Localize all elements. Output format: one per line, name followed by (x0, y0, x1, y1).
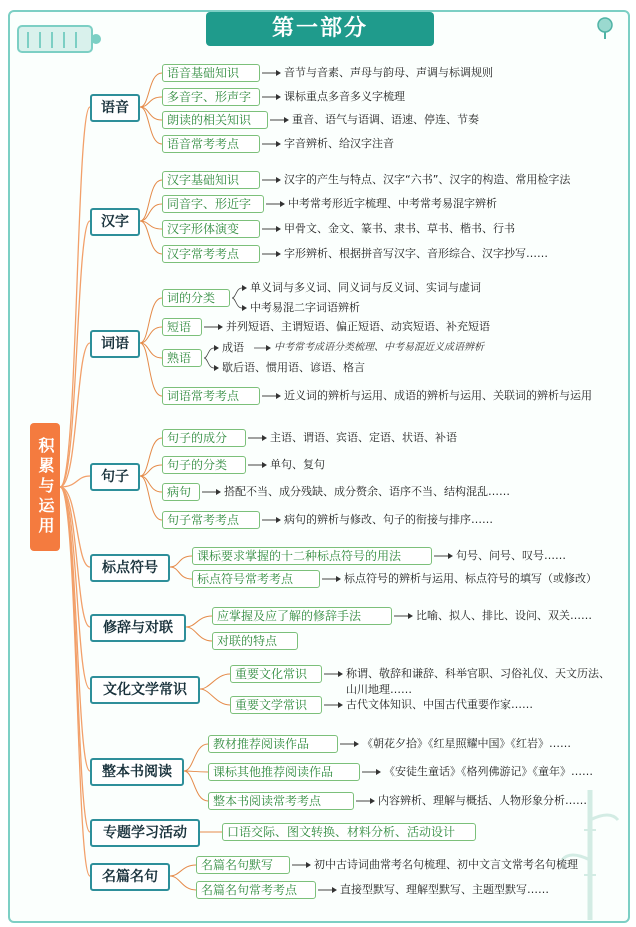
detail-text: 搭配不当、成分残缺、成分赘余、语序不当、结构混乱…… (224, 485, 510, 498)
detail-text: 主语、谓语、宾语、定语、状语、补语 (270, 431, 457, 444)
subtopic-tag: 汉字常考考点 (162, 245, 260, 263)
detail-text: 单义词与多义词、同义词与反义词、实词与虚词 (250, 281, 481, 294)
detail-text: 字音辨析、给汉字注音 (284, 137, 394, 150)
detail-text: 称谓、敬辞和谦辞、科举官职、习俗礼仪、天文历法、 (346, 667, 610, 680)
detail-text: 课标重点多音多义字梳理 (284, 90, 405, 103)
subtopic-tag: 熟语 (162, 349, 202, 367)
detail-text: 甲骨文、金文、篆书、隶书、草书、楷书、行书 (284, 222, 515, 235)
detail-text: 音节与音素、声母与韵母、声调与标调规则 (284, 66, 493, 79)
category-node: 专题学习活动 (90, 819, 200, 847)
subtopic-tag: 课标其他推荐阅读作品 (208, 763, 360, 781)
detail-text: 《安徒生童话》《格列佛游记》《童年》…… (384, 765, 593, 778)
category-node: 汉字 (90, 208, 140, 236)
subtopic-tag: 课标要求掌握的十二种标点符号的用法 (192, 547, 432, 565)
subtopic-tag: 病句 (162, 483, 200, 501)
subtopic-tag: 整本书阅读常考考点 (208, 792, 354, 810)
subtopic-tag: 应掌握及应了解的修辞手法 (212, 607, 392, 625)
subtopic-tag: 句子常考考点 (162, 511, 260, 529)
subtopic-tag: 口语交际、图文转换、材料分析、活动设计 (222, 823, 476, 841)
detail-text: 中考常考形近字梳理、中考常考易混字辨析 (288, 197, 497, 210)
subtopic-tag: 句子的分类 (162, 456, 246, 474)
detail-text: 单句、复句 (270, 458, 325, 471)
page-title: 第一部分 (206, 12, 434, 46)
note-text: 中考常考成语分类梳理、中考易混近义成语辨析 (274, 342, 484, 353)
subtopic-tag: 名篇名句常考考点 (196, 881, 316, 899)
detail-text: 《朝花夕拾》《红星照耀中国》《红岩》…… (362, 737, 571, 750)
root-node: 积累与运用 (30, 423, 60, 551)
subtopic-tag: 重要文学常识 (230, 696, 322, 714)
category-node: 整本书阅读 (90, 758, 184, 786)
subtopic-tag: 对联的特点 (212, 632, 298, 650)
subtopic-tag: 语音基础知识 (162, 64, 260, 82)
detail-text: 初中古诗词曲常考名句梳理、初中文言文常考名句梳理 (314, 858, 578, 871)
detail-text: 并列短语、主谓短语、偏正短语、动宾短语、补充短语 (226, 320, 490, 333)
subtopic-tag: 同音字、形近字 (162, 195, 264, 213)
subtopic-tag: 重要文化常识 (230, 665, 322, 683)
detail-text: 内容辨析、理解与概括、人物形象分析…… (378, 794, 587, 807)
subtopic-tag: 多音字、形声字 (162, 88, 260, 106)
subtopic-tag: 教材推荐阅读作品 (208, 735, 338, 753)
category-node: 修辞与对联 (90, 614, 186, 642)
category-node: 词语 (90, 330, 140, 358)
category-node: 名篇名句 (90, 863, 170, 891)
subtopic-tag: 短语 (162, 318, 202, 336)
subtopic-tag: 汉字基础知识 (162, 171, 260, 189)
detail-text: 中考易混二字词语辨析 (250, 301, 360, 314)
subtopic-tag: 词的分类 (162, 289, 230, 307)
subtopic-tag: 名篇名句默写 (196, 856, 290, 874)
subtopic-tag: 汉字形体演变 (162, 220, 260, 238)
detail-text: 标点符号的辨析与运用、标点符号的填写（或修改） (344, 572, 597, 585)
detail-text: 重音、语气与语调、语速、停连、节奏 (292, 113, 479, 126)
detail-text: 直接型默写、理解型默写、主题型默写…… (340, 883, 549, 896)
subtopic-tag: 朗读的相关知识 (162, 111, 268, 129)
subtopic-tag: 句子的成分 (162, 429, 246, 447)
detail-text: 汉字的产生与特点、汉字“六书”、汉字的构造、常用检字法 (284, 173, 571, 186)
detail-text: 比喻、拟人、排比、设问、双关…… (416, 609, 592, 622)
category-node: 语音 (90, 94, 140, 122)
detail-text: 近义词的辨析与运用、成语的辨析与运用、关联词的辨析与运用 (284, 389, 592, 402)
detail-text: 字形辨析、根据拼音写汉字、音形综合、汉字抄写…… (284, 247, 548, 260)
detail-text: 山川地理…… (346, 683, 412, 696)
category-node: 文化文学常识 (90, 676, 200, 704)
detail-text: 成语 (222, 341, 244, 354)
subtopic-tag: 标点符号常考考点 (192, 570, 320, 588)
detail-text: 古代文体知识、中国古代重要作家…… (346, 698, 533, 711)
detail-text: 歇后语、惯用语、谚语、格言 (222, 361, 365, 374)
subtopic-tag: 词语常考考点 (162, 387, 260, 405)
category-node: 句子 (90, 463, 140, 491)
subtopic-tag: 语音常考考点 (162, 135, 260, 153)
category-node: 标点符号 (90, 554, 170, 582)
detail-text: 病句的辨析与修改、句子的衔接与排序…… (284, 513, 493, 526)
detail-text: 句号、问号、叹号…… (456, 549, 566, 562)
